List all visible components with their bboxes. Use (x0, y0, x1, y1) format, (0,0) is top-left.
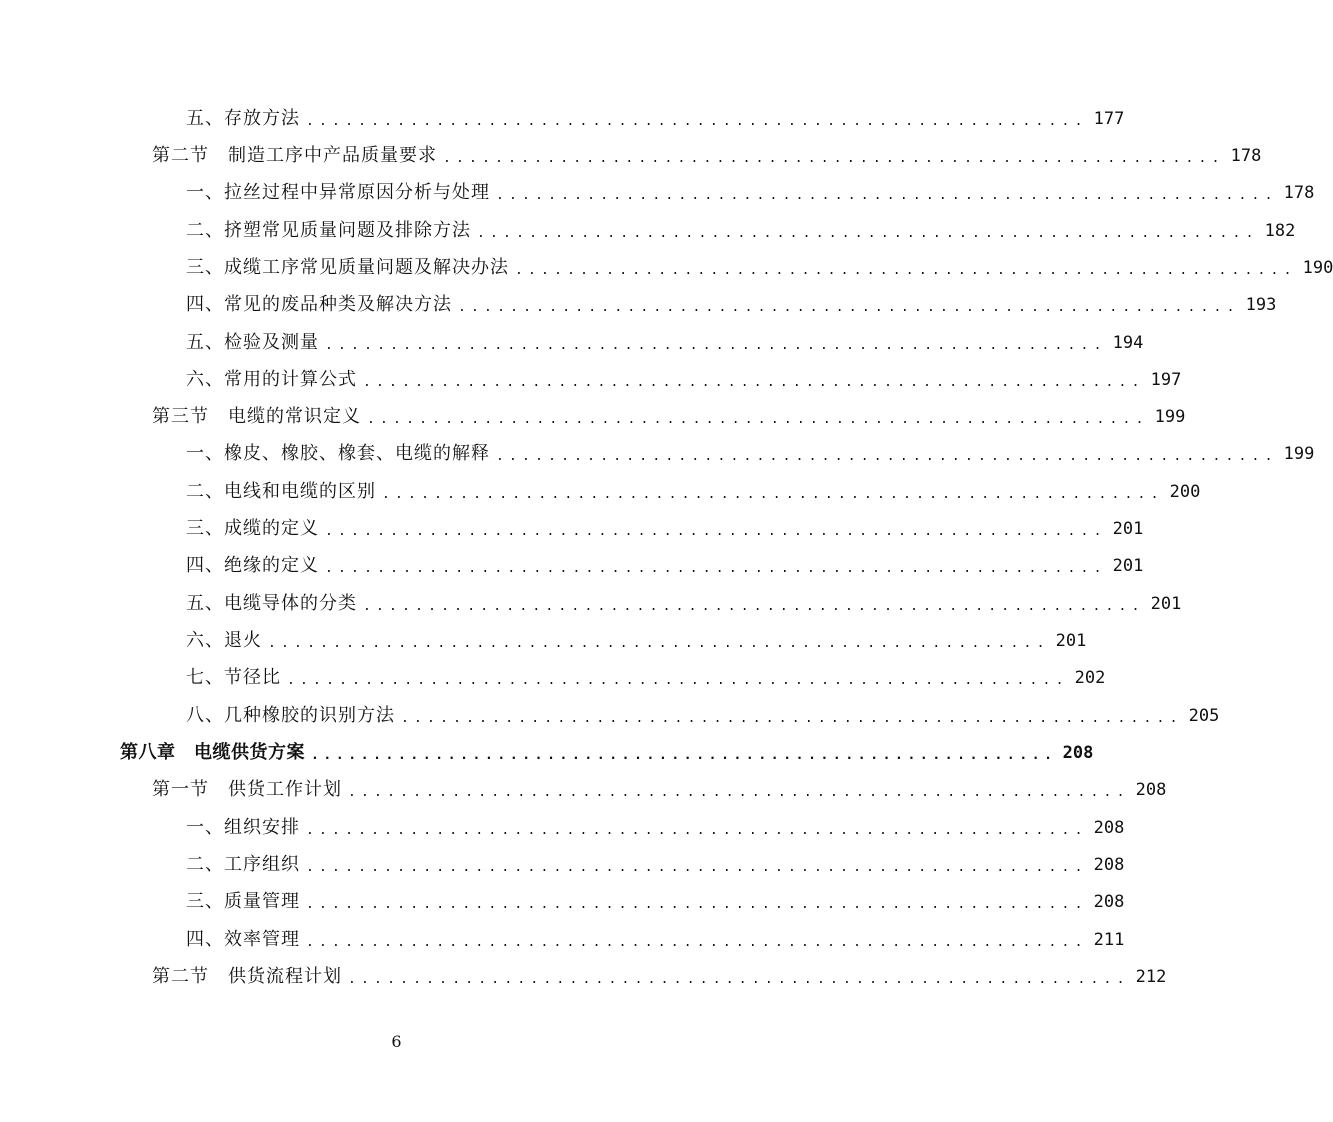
toc-entry-title: 第三节 电缆的常识定义 (152, 406, 361, 427)
toc-page-number: 200 (1169, 482, 1201, 502)
toc-dot-leader: ............................................................ (311, 748, 1057, 763)
toc-page-number: 199 (1154, 407, 1186, 427)
toc-dot-leader: ............................................................ (367, 412, 1149, 427)
toc-dot-leader: ............................................................ (306, 114, 1088, 129)
toc-dot-leader: ............................................................ (363, 375, 1145, 390)
toc-chapter-entry[interactable] (120, 738, 1094, 768)
toc-entry-title: 五、检验及测量 (186, 332, 319, 353)
toc-dot-leader: ............................................................ (287, 673, 1069, 688)
toc-page-number: 201 (1112, 519, 1144, 539)
toc-page-number: 193 (1245, 295, 1277, 315)
toc-entry-title: 第二节 制造工序中产品质量要求 (152, 145, 437, 166)
toc-page-number: 208 (1062, 743, 1094, 763)
toc-page-number: 201 (1112, 556, 1144, 576)
toc-entry[interactable] (152, 962, 1167, 992)
toc-entry[interactable] (186, 216, 1296, 246)
toc-entry[interactable] (186, 290, 1277, 320)
toc-entry-title: 六、常用的计算公式 (186, 369, 357, 390)
toc-entry-title: 五、电缆导体的分类 (186, 593, 357, 614)
toc-entry-title: 六、退火 (186, 630, 262, 651)
toc-entry[interactable] (186, 701, 1220, 731)
toc-page-number: 194 (1112, 333, 1144, 353)
toc-page-number: 208 (1093, 818, 1125, 838)
toc-entry[interactable] (186, 439, 1315, 469)
toc-dot-leader: ............................................................ (306, 823, 1088, 838)
toc-dot-leader: ............................................................ (306, 935, 1088, 950)
toc-entry-title: 三、质量管理 (186, 891, 300, 912)
toc-dot-leader: ............................................................ (443, 151, 1225, 166)
toc-page-number: 201 (1150, 594, 1182, 614)
toc-page-number: 197 (1150, 370, 1182, 390)
toc-entry-title: 一、橡皮、橡胶、橡套、电缆的解释 (186, 443, 490, 464)
page-number: 6 (391, 1032, 402, 1051)
toc-page-number: 212 (1135, 967, 1167, 987)
toc-dot-leader: ............................................................ (348, 785, 1130, 800)
toc-page-number: 208 (1135, 780, 1167, 800)
toc-page-number: 199 (1283, 444, 1315, 464)
toc-dot-leader: ............................................................ (515, 263, 1297, 278)
toc-dot-leader: ............................................................ (477, 226, 1259, 241)
toc-dot-leader: ............................................................ (325, 524, 1107, 539)
toc-entry-title: 二、工序组织 (186, 854, 300, 875)
toc-entry-title: 一、拉丝过程中异常原因分析与处理 (186, 182, 490, 203)
toc-page-number: 211 (1093, 930, 1125, 950)
toc-entry[interactable] (186, 178, 1315, 208)
toc-page-number: 190 (1302, 258, 1333, 278)
toc-entry-title: 三、成缆的定义 (186, 518, 319, 539)
toc-entry[interactable] (152, 141, 1262, 171)
toc-entry[interactable] (186, 626, 1087, 656)
toc-entry-title: 三、成缆工序常见质量问题及解决办法 (186, 257, 509, 278)
toc-entry-title: 八、几种橡胶的识别方法 (186, 705, 395, 726)
toc-dot-leader: ............................................................ (268, 636, 1050, 651)
toc-dot-leader: ............................................................ (306, 897, 1088, 912)
toc-entry-title: 七、节径比 (186, 667, 281, 688)
toc-entry[interactable] (186, 328, 1144, 358)
toc-entry[interactable] (186, 551, 1144, 581)
toc-entry-title: 第八章 电缆供货方案 (120, 742, 305, 763)
toc-entry-title: 第一节 供货工作计划 (152, 779, 342, 800)
toc-dot-leader: ............................................................ (306, 860, 1088, 875)
toc-entry-title: 二、挤塑常见质量问题及排除方法 (186, 220, 471, 241)
toc-entry[interactable] (186, 663, 1106, 693)
toc-dot-leader: ............................................................ (401, 711, 1183, 726)
toc-entry-title: 四、常见的废品种类及解决方法 (186, 294, 452, 315)
toc-entry[interactable] (152, 775, 1167, 805)
toc-page-number: 202 (1074, 668, 1106, 688)
toc-entry-title: 一、组织安排 (186, 817, 300, 838)
toc-entry-title: 四、效率管理 (186, 929, 300, 950)
toc-dot-leader: ............................................................ (348, 972, 1130, 987)
toc-entry[interactable] (186, 589, 1182, 619)
toc-dot-leader: ............................................................ (496, 449, 1278, 464)
toc-page-number: 201 (1055, 631, 1087, 651)
toc-dot-leader: ............................................................ (496, 188, 1278, 203)
toc-entry[interactable] (152, 402, 1186, 432)
toc-dot-leader: ............................................................ (363, 599, 1145, 614)
toc-entry[interactable] (186, 925, 1125, 955)
toc-entry[interactable] (186, 850, 1125, 880)
toc-page-number: 208 (1093, 892, 1125, 912)
toc-page-number: 178 (1283, 183, 1315, 203)
toc-entry-title: 第二节 供货流程计划 (152, 966, 342, 987)
toc-page-number: 205 (1188, 706, 1220, 726)
toc-entry[interactable] (186, 104, 1125, 134)
toc-entry-title: 五、存放方法 (186, 108, 300, 129)
toc-dot-leader: ............................................................ (382, 487, 1164, 502)
toc-dot-leader: ............................................................ (458, 300, 1240, 315)
toc-entry-title: 二、电线和电缆的区别 (186, 481, 376, 502)
toc-entry[interactable] (186, 253, 1333, 283)
toc-entry[interactable] (186, 365, 1182, 395)
toc-entry[interactable] (186, 887, 1125, 917)
toc-page-number: 178 (1230, 146, 1262, 166)
toc-entry[interactable] (186, 514, 1144, 544)
toc-page-number: 208 (1093, 855, 1125, 875)
toc-entry[interactable] (186, 813, 1125, 843)
toc-entry[interactable] (186, 477, 1201, 507)
toc-entry-title: 四、绝缘的定义 (186, 555, 319, 576)
toc-dot-leader: ............................................................ (325, 338, 1107, 353)
toc-dot-leader: ............................................................ (325, 561, 1107, 576)
toc-page-number: 182 (1264, 221, 1296, 241)
toc-page-number: 177 (1093, 109, 1125, 129)
